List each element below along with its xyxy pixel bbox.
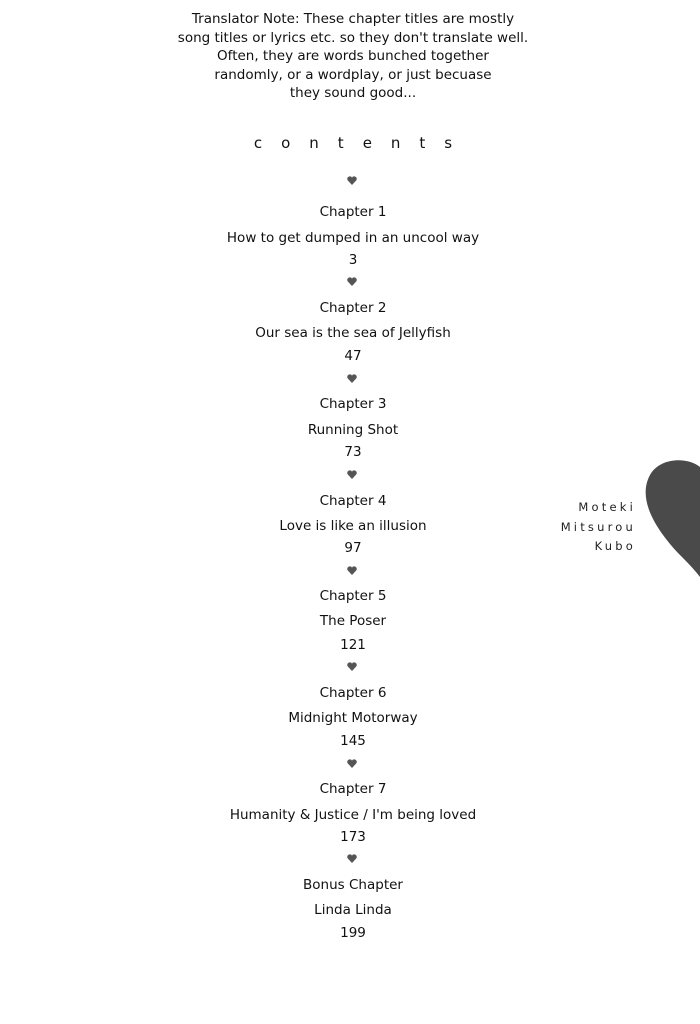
heart-icon [347, 662, 357, 671]
chapter-title: How to get dumped in an uncool way [226, 230, 480, 246]
translator-note-line: they sound good... [289, 85, 417, 102]
chapter-page: 173 [340, 829, 366, 845]
author-name [561, 498, 636, 557]
chapter-label: Chapter 5 [319, 588, 387, 604]
heart-icon [347, 566, 357, 575]
chapter-title: Linda Linda [314, 902, 392, 918]
translator-note-line: song titles or lyrics etc. so they don't translate well. [177, 29, 529, 46]
chapter-label: Chapter 2 [319, 300, 387, 316]
chapter-page: 145 [340, 733, 366, 749]
translator-note-line: Translator Note: These chapter titles are mostly [191, 11, 515, 27]
chapter-title: Love is like an illusion [279, 518, 427, 534]
author-name-line: Moteki [578, 500, 636, 514]
heart-icon [347, 277, 357, 286]
chapter-page: 121 [340, 637, 366, 653]
translator-note [150, 10, 556, 103]
heart-icon [347, 854, 357, 863]
translator-note-line: randomly, or a wordplay, or just becuase [214, 66, 492, 83]
author-name-line: Kubo [594, 539, 636, 553]
chapter-title: Humanity & Justice / I'm being loved [229, 807, 477, 823]
large-heart-icon [640, 455, 700, 585]
contents-heading: contents [253, 134, 472, 152]
chapter-label: Chapter 6 [319, 685, 387, 701]
author-name-line: Mitsurou [560, 519, 636, 534]
chapter-page: 3 [348, 252, 358, 268]
chapter-label: Chapter 3 [319, 396, 387, 412]
chapter-label: Chapter 4 [319, 493, 387, 509]
heart-icon [347, 470, 357, 479]
chapter-label: Bonus Chapter [303, 877, 403, 893]
chapter-label: Chapter 1 [319, 204, 387, 220]
chapter-title: Running Shot [307, 422, 399, 438]
chapter-label: Chapter 7 [319, 781, 387, 797]
chapter-page: 47 [344, 348, 362, 364]
heart-icon [347, 374, 357, 383]
chapter-page: 73 [344, 444, 362, 460]
heart-icon [347, 759, 357, 768]
chapter-page: 97 [344, 540, 362, 556]
translator-note-line: Often, they are words bunched together [217, 48, 489, 65]
heart-icon [347, 176, 357, 185]
chapter-page: 199 [340, 925, 366, 941]
chapter-title: Midnight Motorway [288, 710, 418, 726]
chapter-title: The Poser [319, 613, 387, 629]
chapter-title: Our sea is the sea of Jellyfish [255, 325, 451, 341]
